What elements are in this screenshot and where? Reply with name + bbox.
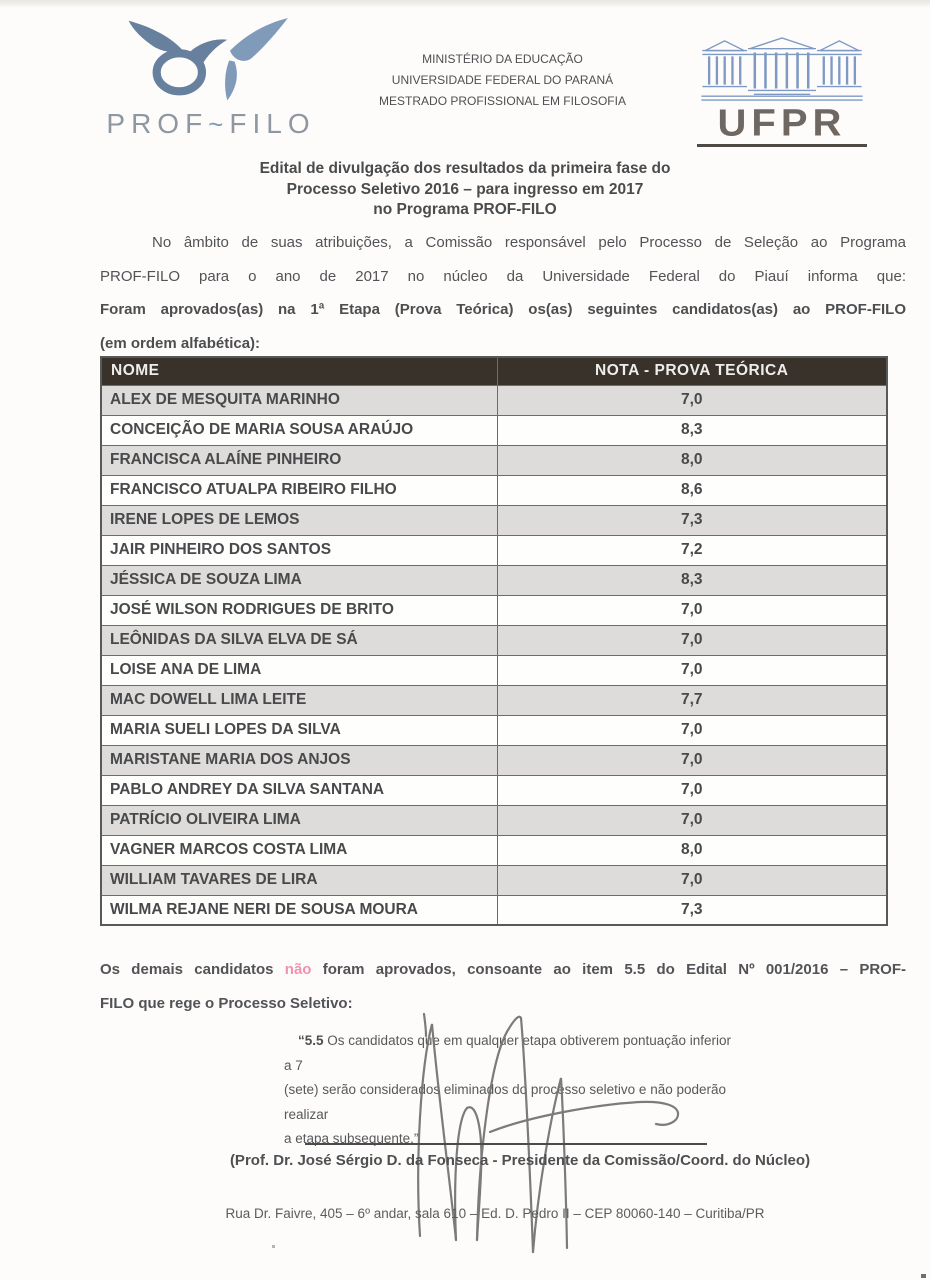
table-row xyxy=(101,835,887,865)
intro-paragraph-line: PROF-FILO para o ano de 2017 no núcleo da Universidade Federal do Piauí informa que: xyxy=(100,267,906,285)
table-row xyxy=(101,445,887,475)
title-line: Edital de divulgação dos resultados da primeira fase do xyxy=(259,160,671,177)
proffilo-logo xyxy=(100,18,322,140)
table-row xyxy=(101,745,887,775)
candidate-name: JOSÉ WILSON RODRIGUES DE BRITO xyxy=(101,595,497,625)
candidate-grade: 8,3 xyxy=(497,565,887,595)
candidate-grade: 7,0 xyxy=(497,655,887,685)
quote-line: (sete) serão considerados eliminados do processo seletivo e não poderão realizar xyxy=(284,1082,727,1122)
handwritten-signature xyxy=(280,1000,700,1260)
proffilo-owl-icon xyxy=(123,18,299,104)
candidate-name: PATRÍCIO OLIVEIRA LIMA xyxy=(101,805,497,835)
proffilo-logo-wordmark: PROF~FILO xyxy=(106,108,316,139)
table-row xyxy=(101,865,887,895)
candidate-name: WILLIAM TAVARES DE LIRA xyxy=(101,865,497,895)
table-header-row xyxy=(101,357,887,385)
results-table xyxy=(100,356,888,926)
program-line: MESTRADO PROFISSIONAL EM FILOSOFIA xyxy=(379,94,626,108)
candidate-grade: 7,0 xyxy=(497,805,887,835)
candidate-grade: 8,6 xyxy=(497,475,887,505)
table-row xyxy=(101,415,887,445)
highlighted-word: não xyxy=(284,961,312,978)
candidate-name: PABLO ANDREY DA SILVA SANTANA xyxy=(101,775,497,805)
scan-speck xyxy=(921,1274,926,1278)
candidate-name: FRANCISCO ATUALPA RIBEIRO FILHO xyxy=(101,475,497,505)
table-row xyxy=(101,625,887,655)
intro-paragraph-line: No âmbito de suas atribuições, a Comissão responsável pelo Processo de Seleção ao Programa xyxy=(152,234,906,251)
table-row xyxy=(101,505,887,535)
scan-speck xyxy=(272,1245,275,1248)
candidate-name: FRANCISCA ALAÍNE PINHEIRO xyxy=(101,445,497,475)
candidate-grade: 7,0 xyxy=(497,715,887,745)
candidate-name: LOISE ANA DE LIMA xyxy=(101,655,497,685)
ministry-line: MINISTÉRIO DA EDUCAÇÃO xyxy=(422,52,583,66)
quote-line: a etapa subsequente.” xyxy=(284,1131,419,1146)
candidate-name: MARIA SUELI LOPES DA SILVA xyxy=(101,715,497,745)
table-row xyxy=(101,385,887,415)
candidate-name: CONCEIÇÃO DE MARIA SOUSA ARAÚJO xyxy=(101,415,497,445)
candidate-name: IRENE LOPES DE LEMOS xyxy=(101,505,497,535)
candidate-grade: 7,0 xyxy=(497,775,887,805)
table-row xyxy=(101,715,887,745)
candidate-grade: 8,0 xyxy=(497,445,887,475)
document-title xyxy=(0,159,930,221)
ufpr-wordmark: UFPR xyxy=(717,102,847,144)
result-note-line: Os demais candidatos não foram aprovados, consoante ao item 5.5 do Edital Nº 001/2016 – PROF- xyxy=(100,961,907,978)
table-row xyxy=(101,805,887,835)
candidate-name: LEÔNIDAS DA SILVA ELVA DE SÁ xyxy=(101,625,497,655)
intro-section xyxy=(100,226,906,360)
tilde-separator-icon: ~ xyxy=(208,109,230,139)
scan-edge-artifact xyxy=(0,0,930,7)
candidate-name: MAC DOWELL LIMA LEITE xyxy=(101,685,497,715)
title-line: Processo Seletivo 2016 – para ingresso em 2017 xyxy=(286,180,644,198)
ministry-header-block xyxy=(330,49,675,112)
table-row xyxy=(101,535,887,565)
footer-address: Rua Dr. Faivre, 405 – 6º andar, sala 610 – Ed. D. Pedro II – CEP 80060-140 – Curitiba/PR xyxy=(225,1206,765,1221)
table-row xyxy=(101,895,887,925)
candidate-name: JÉSSICA DE SOUZA LIMA xyxy=(101,565,497,595)
candidate-grade: 7,0 xyxy=(497,865,887,895)
candidate-grade: 7,0 xyxy=(497,745,887,775)
candidate-grade: 7,7 xyxy=(497,685,887,715)
table-row xyxy=(101,595,887,625)
table-row xyxy=(101,775,887,805)
candidate-grade: 7,2 xyxy=(497,535,887,565)
quote-line: “5.5 Os candidatos que em qualquer etapa obtiverem pontuação inferior a 7 xyxy=(284,1033,732,1073)
candidate-grade: 8,0 xyxy=(497,835,887,865)
table-row xyxy=(101,475,887,505)
candidate-grade: 7,0 xyxy=(497,385,887,415)
approved-statement-line: (em ordem alfabética): xyxy=(100,334,261,352)
candidate-name: MARISTANE MARIA DOS ANJOS xyxy=(101,745,497,775)
title-line: no Programa PROF-FILO xyxy=(373,201,557,218)
signature-caption: (Prof. Dr. José Sérgio D. da Fonseca - Presidente da Comissão/Coord. do Núcleo) xyxy=(229,1152,811,1169)
signature-line xyxy=(305,1143,707,1145)
candidate-grade: 7,0 xyxy=(497,625,887,655)
column-header-name: NOME xyxy=(101,357,497,385)
candidate-grade: 7,0 xyxy=(497,595,887,625)
table-row xyxy=(101,685,887,715)
candidate-name: WILMA REJANE NERI DE SOUSA MOURA xyxy=(101,895,497,925)
result-note-line: FILO que rege o Processo Seletivo: xyxy=(100,995,353,1012)
approved-statement-line: Foram aprovados(as) na 1ª Etapa (Prova Teórica) os(as) seguintes candidatos(as) ao PROF-FILO xyxy=(100,301,906,318)
ufpr-logo xyxy=(694,36,870,147)
table-row xyxy=(101,565,887,595)
column-header-grade: NOTA - PROVA TEÓRICA xyxy=(497,357,887,385)
candidate-grade: 8,3 xyxy=(497,415,887,445)
ufpr-underline xyxy=(697,144,867,147)
candidate-grade: 7,3 xyxy=(497,895,887,925)
table-row xyxy=(101,655,887,685)
university-line: UNIVERSIDADE FEDERAL DO PARANÁ xyxy=(391,73,614,87)
candidate-name: VAGNER MARCOS COSTA LIMA xyxy=(101,835,497,865)
candidate-name: JAIR PINHEIRO DOS SANTOS xyxy=(101,535,497,565)
ufpr-building-icon xyxy=(697,36,867,104)
candidate-name: ALEX DE MESQUITA MARINHO xyxy=(101,385,497,415)
candidate-grade: 7,3 xyxy=(497,505,887,535)
